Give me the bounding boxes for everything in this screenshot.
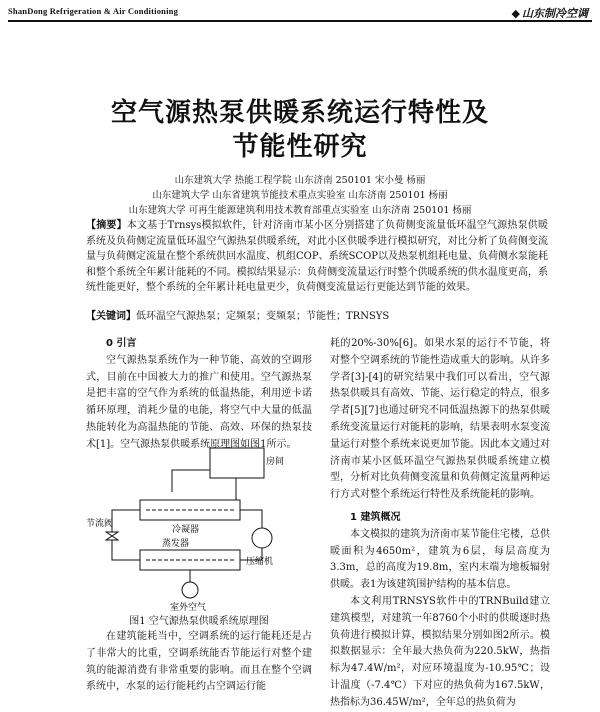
fan-symbol bbox=[182, 582, 198, 598]
keywords bbox=[86, 307, 548, 322]
right-column bbox=[330, 336, 550, 504]
running-header bbox=[8, 4, 592, 26]
compressor-symbol bbox=[252, 528, 272, 548]
keywords-text: 低环温空气源热泵；定频泵；变频泵；节能性；TRNSYS bbox=[136, 311, 390, 322]
header-rule bbox=[8, 20, 592, 22]
compressor-label: 压缩机 bbox=[246, 557, 274, 567]
outdoor-air-label: 室外空气 bbox=[170, 603, 207, 612]
affiliation-1: 山东建筑大学 热能工程学院 山东济南 250101 宋小曼 杨丽 bbox=[174, 175, 426, 186]
condenser-label: 冷凝器 bbox=[172, 525, 200, 535]
abstract-label: 【摘要】 bbox=[86, 220, 127, 231]
intro-paragraph-1: 空气源热泵系统作为一种节能、高效的空调形式，目前在中国被大力的推广和使用。空气源热泵是把丰富的空气作为系统的低温热能，利用逆卡诺循环原理，消耗少量的电能，将空气中大量的低温热能转化为高温热能的节能、高效、环保的热泵技术[1]。空气源热泵供暖系统原理图如图1所示。 bbox=[86, 354, 312, 450]
room-label: 房间 bbox=[266, 457, 285, 467]
building-paragraph-1: 本文模拟的建筑为济南市某节能住宅楼，总供暖面积为4650m²，建筑为6层，每层高度为3.3m，总的高度为19.8m，室内末端为地板辐射供暖。表1为该建筑围护结构的基本信息。 bbox=[330, 528, 550, 591]
room-box bbox=[210, 448, 264, 478]
section-0-title: 0 引言 bbox=[106, 338, 137, 349]
section-1-title: 1 建筑概况 bbox=[350, 512, 401, 523]
throttle-label: 节流阀 bbox=[86, 519, 114, 529]
affiliation-2: 山东建筑大学 山东省建筑节能技术重点实验室 山东济南 250101 杨丽 bbox=[152, 190, 448, 201]
throttle-valve-symbol bbox=[106, 532, 118, 540]
figure-1-caption: 图1 空气源热泵供暖系统原理图 bbox=[129, 616, 269, 627]
evaporator-label: 蒸发器 bbox=[162, 539, 190, 549]
intro-paragraph-2: 在建筑能耗当中，空调系统的运行能耗还是占了非常大的比重，空调系统能否节能运行对整个建筑的能源消费有非常重要的影响。而且在整个空调系统中，水泵的运行能耗约占空调运行能 bbox=[86, 631, 312, 693]
diamond-icon: ◆ bbox=[511, 7, 520, 20]
liquid-line bbox=[112, 510, 140, 532]
return-pipe bbox=[172, 470, 210, 492]
discharge-line bbox=[240, 510, 262, 528]
journal-name-en: ShanDong Refrigeration & Air Conditioning bbox=[8, 6, 179, 16]
affiliation-3: 山东建筑大学 可再生能源建筑利用技术教育部重点实验室 山东济南 250101 杨丽 bbox=[128, 205, 472, 216]
abstract-text: 本文基于Trnsys模拟软件，针对济南市某小区分别搭建了负荷侧变流量低环温空气源热泵供暖系统及负荷侧定流量低环温空气源热泵供暖系统，对此小区供暖季进行模拟研究，对比分析了负荷侧变流量与负荷侧定流量在整个系统供回水温度、机组COP、系统SCOP以及热泵机组耗电量、负荷侧水泵能耗和整个系统全年累计能耗的不同。模拟结果显示：负荷侧变流量运行时整个供暖系统的供水温度更高，系统性能更好，整个系统的全年累计耗电量更少，负荷侧变流量运行更能达到节能的效果。 bbox=[86, 220, 549, 293]
left-column-continued bbox=[86, 629, 312, 696]
left-column bbox=[86, 336, 312, 454]
throttle-outlet-line bbox=[112, 540, 140, 560]
journal-name-cn bbox=[512, 5, 588, 21]
intro-paragraph-3: 耗的20%-30%[6]。如果水泵的运行不节能，将对整个空调系统的节能性造成重大的影响。从许多学者[3]-[4]的研究结果中我们可以看出，空气源热泵供暖具有高效、节能、运行稳定的特点，很多学者[5][7]也通过研究不同低温热源下的热泵供暖系统变流量运行对能耗的影响，结果表明水泵变流量运行对整个系统来说更加节能。因此本文通过对济南市某小区低环温空气源热泵供暖系统建立模型，分析对比负荷侧变流量和负荷侧定流量两种运行方式对整个系统运行特性及系统能耗的影响。 bbox=[330, 338, 550, 501]
right-column-section-1 bbox=[330, 510, 550, 712]
paper-title-line-1: 空气源热泵供暖系统运行特性及 bbox=[110, 98, 489, 128]
keywords-label: 【关键词】 bbox=[86, 311, 136, 322]
journal-name-cn-text: 山东制冷空调 bbox=[522, 7, 588, 20]
heat-pump-schematic bbox=[86, 440, 312, 612]
paper-title-line-2: 节能性研究 bbox=[232, 132, 368, 162]
building-paragraph-2: 本文利用TRNSYS软件中的TRNBuild建立建筑模型，对建筑一年8760个小时的供暖逐时热负荷进行模拟计算，模拟结果分别如图2所示。模拟数据显示：全年最大热负荷为220.5kW，热指标为47.4W/m²，对应环境温度为-10.95℃；设计温度（-7.4℃）下对应的热负荷为167.5kW，热指标为36.45W/m²，全年总的热负荷为 bbox=[330, 595, 550, 708]
abstract bbox=[86, 218, 548, 296]
